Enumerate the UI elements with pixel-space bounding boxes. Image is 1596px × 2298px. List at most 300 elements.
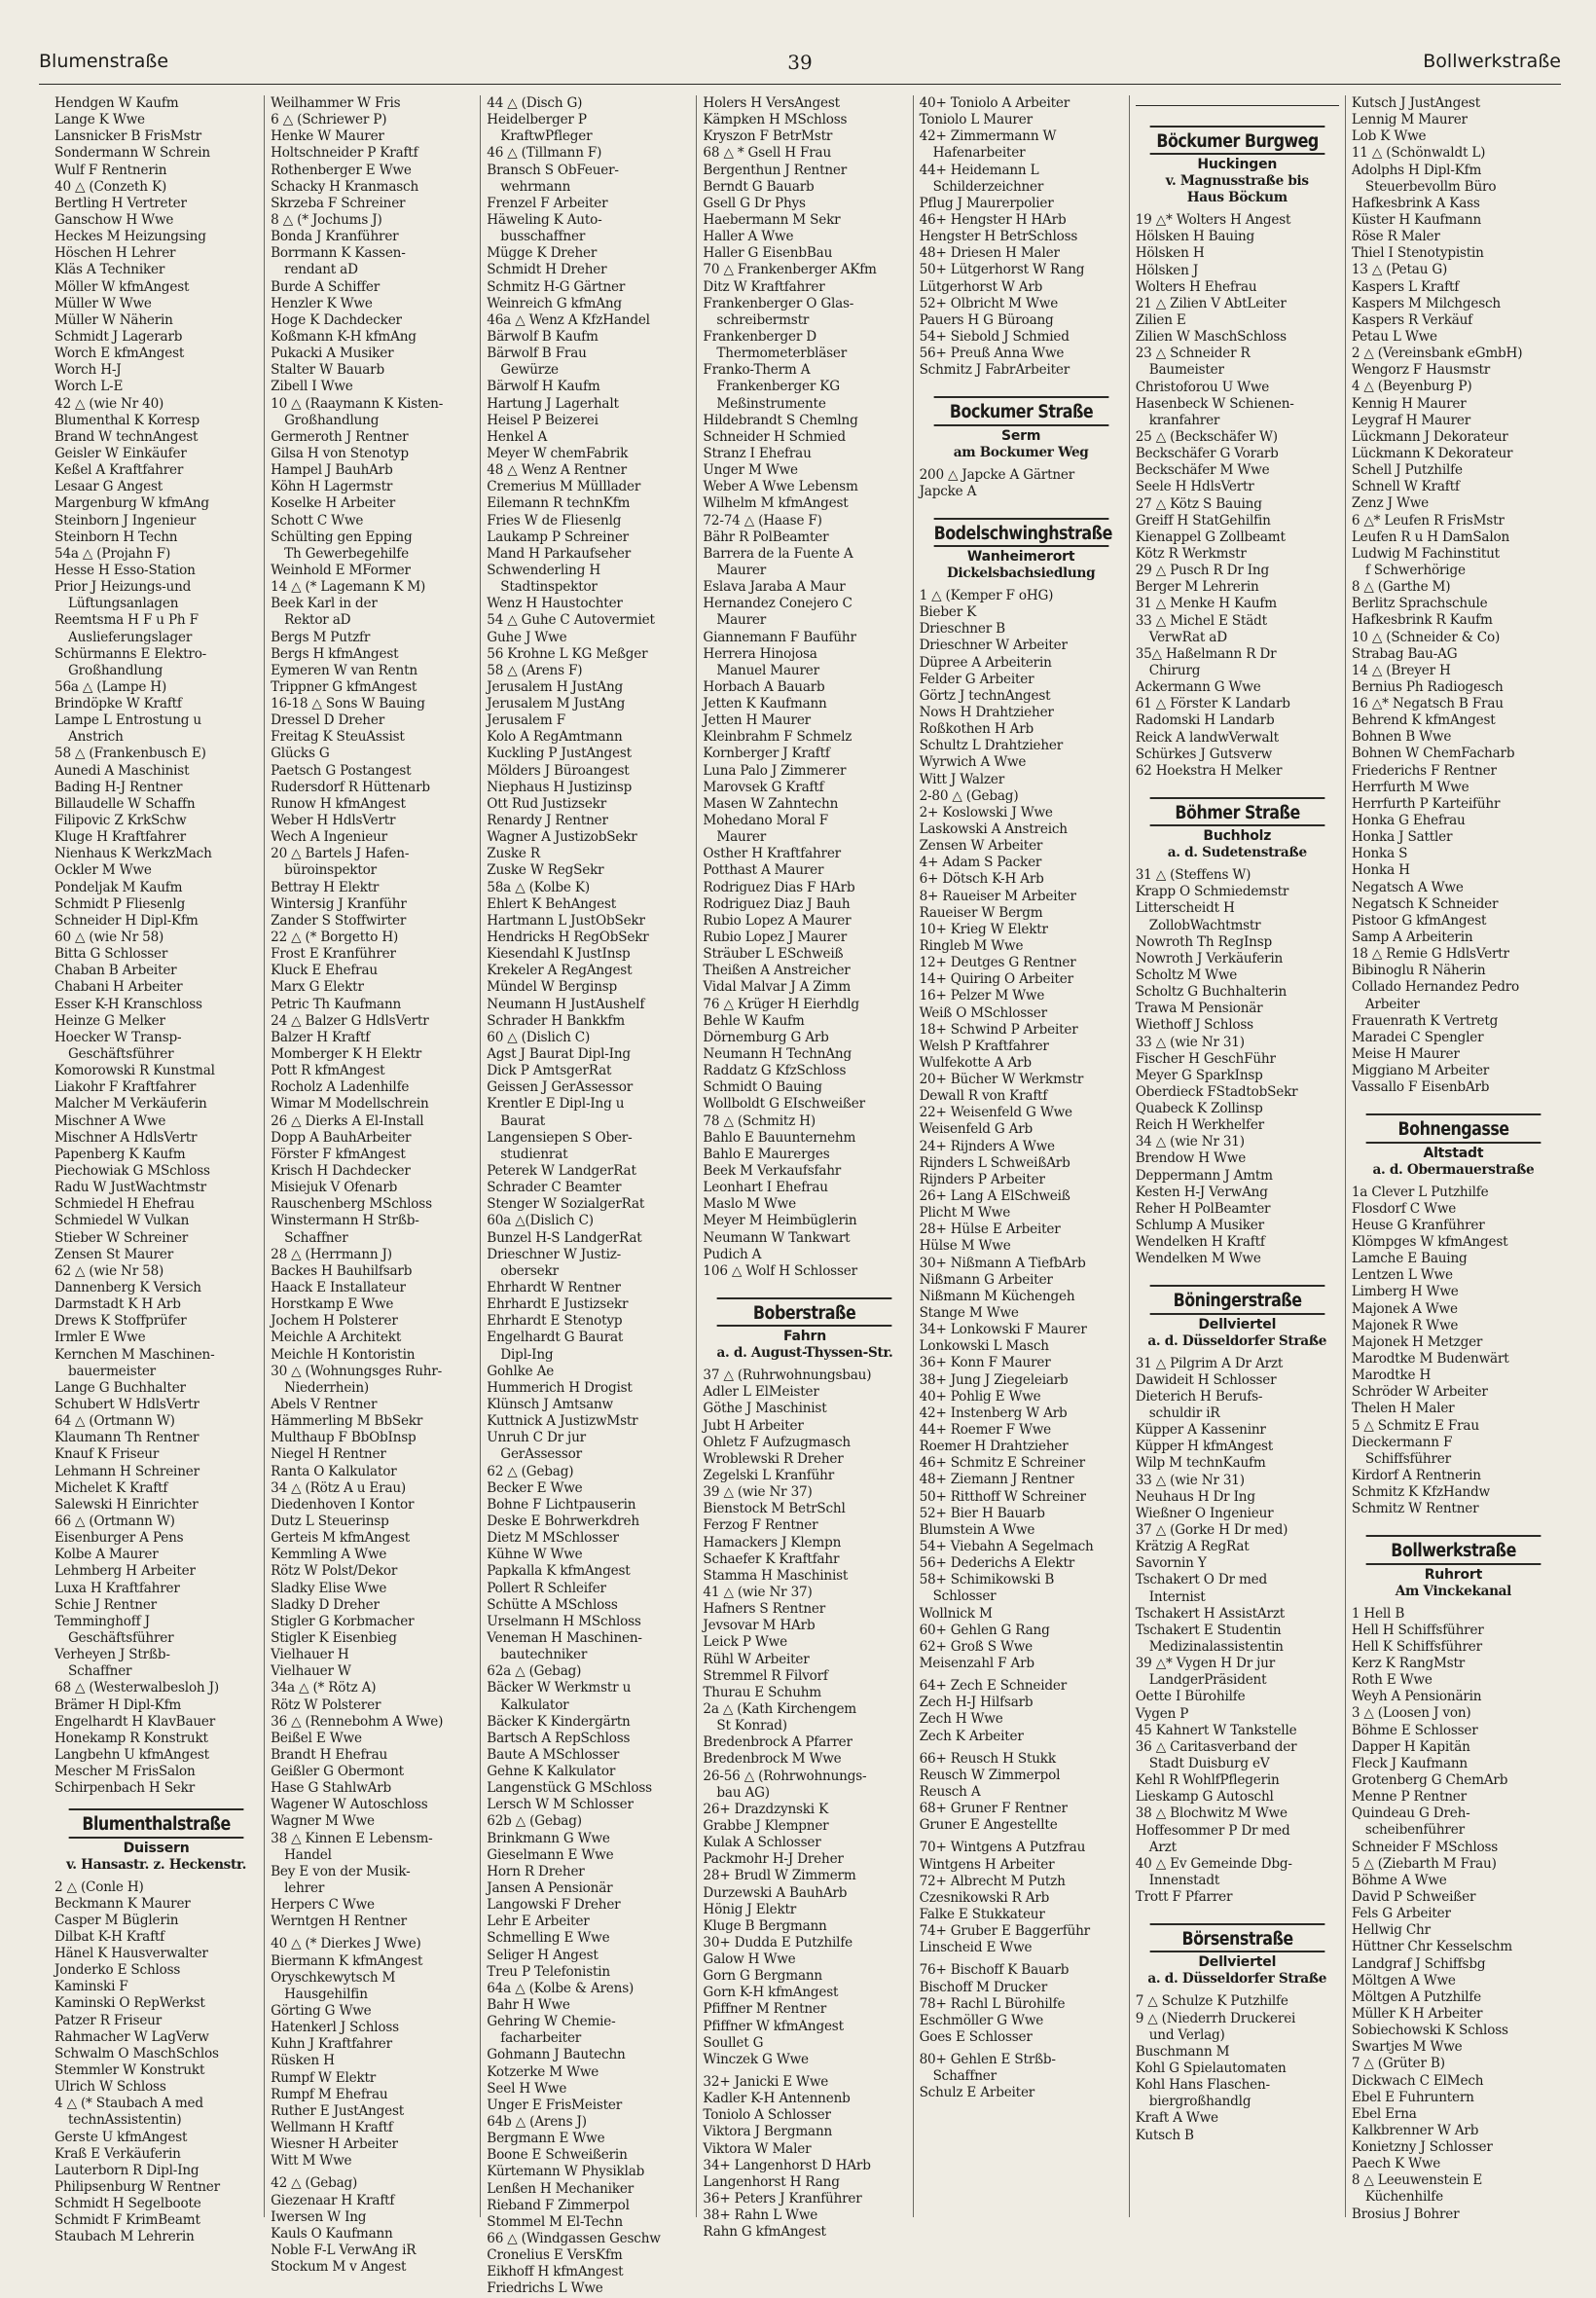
resident-entry: Nowroth J Verkäuferin bbox=[1135, 950, 1284, 967]
resident-entry: Scholtz M Wwe bbox=[1135, 967, 1238, 983]
resident-entry: Pudich A bbox=[703, 1246, 762, 1262]
resident-entry: Schmitz K KfzHandw bbox=[1351, 1484, 1490, 1501]
resident-entry: Kluge B Bergmann bbox=[703, 1917, 827, 1934]
resident-entry: Schirpenbach H Sekr bbox=[54, 1780, 195, 1797]
entry-continuation: KraftwPfleger bbox=[500, 128, 593, 145]
resident-entry: Packmohr H-J Dreher bbox=[703, 1851, 844, 1868]
house-number-entry: 50+ Lütgerhorst W Rang bbox=[919, 262, 1085, 278]
resident-entry: Worch E kfmAngest bbox=[54, 346, 185, 362]
resident-entry: Mügge K Dreher bbox=[487, 245, 598, 262]
column-4 bbox=[697, 95, 913, 2241]
entry-continuation: bau AG) bbox=[716, 1784, 770, 1801]
house-number-entry: 64a △ (Kolbe & Arens) bbox=[487, 1980, 635, 1996]
resident-entry: Brinkmann G Wwe bbox=[487, 1830, 610, 1846]
resident-entry: Dopp A BauhArbeiter bbox=[271, 1129, 412, 1146]
entry-continuation: Chirurg bbox=[1148, 662, 1201, 678]
resident-entry: Lenßen H Mechaniker bbox=[487, 2180, 635, 2197]
resident-entry: Müller W Wwe bbox=[54, 295, 152, 311]
resident-entry: Dilbat K-H Kraftf bbox=[54, 1928, 165, 1945]
resident-entry: Deske E Bohrwerkdreh bbox=[487, 1513, 639, 1529]
resident-entry: Lieskamp G Autoschl bbox=[1135, 1789, 1274, 1806]
resident-entry: Adler L ElMeister bbox=[703, 1384, 819, 1401]
resident-entry: Kuhn J Kraftfahrer bbox=[271, 2036, 392, 2053]
house-number-entry: 8 △ (* Jochums J) bbox=[271, 211, 382, 228]
resident-entry: Hänel K Hausverwalter bbox=[54, 1946, 208, 1962]
resident-entry: Hell H Schiffsführer bbox=[1351, 1622, 1484, 1638]
resident-entry: Schmelling E Wwe bbox=[487, 1930, 610, 1947]
spacer bbox=[703, 1280, 906, 1286]
running-head-right: Bollwerkstraße bbox=[1423, 51, 1561, 72]
house-number-entry: 38+ Rahn L Wwe bbox=[703, 2207, 818, 2224]
resident-entry: Brindöpke W Kraftf bbox=[54, 696, 182, 712]
resident-entry: Quindeau G Dreh- bbox=[1351, 1806, 1470, 1822]
resident-entry: Krätzig A RegRat bbox=[1135, 1539, 1250, 1555]
house-number-entry: 36+ Konn F Maurer bbox=[919, 1355, 1051, 1371]
entry-continuation: Baumeister bbox=[1148, 362, 1224, 379]
column-2 bbox=[265, 95, 481, 2276]
entry-continuation: kranfahrer bbox=[1148, 412, 1220, 428]
house-number-entry: 22 △ (* Borgetto H) bbox=[271, 930, 399, 946]
house-number-entry: 32+ Janicki E Wwe bbox=[703, 2074, 829, 2091]
resident-entry: Thurau E Schuhm bbox=[703, 1684, 822, 1700]
resident-entry: Krapp O Schmiedemstr bbox=[1135, 884, 1289, 900]
resident-entry: Blumstein A Wwe bbox=[919, 1521, 1035, 1538]
house-number-entry: 64b △ (Arens J) bbox=[487, 2114, 587, 2131]
resident-entry: Krentler E Dipl-Ing u bbox=[487, 1096, 625, 1113]
house-number-entry: 76+ Bischoff K Bauarb bbox=[919, 1962, 1070, 1979]
resident-entry: Kämpken H MSchloss bbox=[703, 112, 848, 128]
resident-entry: Meichle H Kontoristin bbox=[271, 1346, 416, 1363]
resident-entry: Gehring W Chemie- bbox=[487, 2014, 616, 2030]
resident-entry: Wiethoff J Schloss bbox=[1135, 1017, 1253, 1034]
resident-entry: Worch L-E bbox=[54, 379, 124, 395]
entry-continuation: obersekr bbox=[500, 1262, 559, 1279]
entry-continuation: Medizinalassistentin bbox=[1148, 1639, 1284, 1656]
resident-entry: Herrfurth M Wwe bbox=[1351, 779, 1469, 795]
resident-entry: Mand H Parkaufseher bbox=[487, 545, 632, 562]
house-number-entry: 38 △ Kinnen E Lebensm- bbox=[271, 1830, 433, 1846]
resident-entry: Mölders J Büroangest bbox=[487, 762, 630, 779]
resident-entry: Reemtsma H F u Ph F bbox=[54, 612, 199, 629]
street-heading: Böhmer Straße bbox=[1149, 797, 1324, 826]
resident-entry: Hasenbeck W Schienen- bbox=[1135, 395, 1294, 412]
house-number-entry: 44+ Heidemann L bbox=[919, 162, 1039, 178]
resident-entry: Marodtke M Budenwärt bbox=[1351, 1351, 1509, 1367]
resident-entry: Hoffesommer P Dr med bbox=[1135, 1822, 1290, 1839]
resident-entry: Höschen H Lehrer bbox=[54, 245, 176, 262]
resident-entry: Germeroth J Rentner bbox=[271, 428, 409, 445]
house-number-entry: 58 △ (Frankenbusch E) bbox=[54, 746, 206, 762]
resident-entry: Friederichs F Rentner bbox=[1351, 762, 1497, 779]
resident-entry: Bahlo E Maurerges bbox=[703, 1146, 830, 1162]
resident-entry: Negatsch K Schneider bbox=[1351, 895, 1499, 912]
resident-entry: Meise H Maurer bbox=[1351, 1046, 1460, 1063]
resident-entry: Kaminski F bbox=[54, 1979, 128, 1995]
resident-entry: Bohne F Lichtpauserin bbox=[487, 1496, 636, 1513]
house-number-entry: 37 △ (Gorke H Dr med) bbox=[1135, 1522, 1288, 1539]
resident-entry: Zander S Stoffwirter bbox=[271, 912, 407, 929]
resident-entry: Tschakert H AssistArzt bbox=[1135, 1605, 1286, 1622]
resident-entry: Konietzny J Schlosser bbox=[1351, 2139, 1493, 2156]
house-number-entry: 4 △ (Beyenburg P) bbox=[1351, 379, 1472, 395]
resident-entry: Rötz W Polsterer bbox=[271, 1696, 381, 1713]
resident-entry: Neumann H TechnAng bbox=[703, 1046, 852, 1063]
resident-entry: Linscheid E Wwe bbox=[919, 1940, 1033, 1956]
house-number-entry: 26 △ Dierks A El-Install bbox=[271, 1113, 424, 1129]
entry-continuation: büroinspektor bbox=[284, 862, 377, 879]
resident-entry: Wiesner H Arbeiter bbox=[271, 2136, 398, 2153]
resident-entry: Reher H PolBeamter bbox=[1135, 1200, 1271, 1217]
resident-entry: Leick P Wwe bbox=[703, 1634, 787, 1651]
resident-entry: Vielhauer H bbox=[271, 1647, 349, 1663]
resident-entry: Pauers H G Büroang bbox=[919, 311, 1054, 328]
resident-entry: Deppermann J Amtm bbox=[1135, 1167, 1273, 1184]
street-extent: Dickelsbachsiedlung bbox=[946, 565, 1096, 581]
resident-entry: Hafners S Rentner bbox=[703, 1601, 826, 1618]
resident-entry: Masen W Zahntechn bbox=[703, 795, 839, 812]
resident-entry: Eisenburger A Pens bbox=[54, 1530, 184, 1547]
house-number-entry: 44 △ (Disch G) bbox=[487, 95, 583, 111]
resident-entry: Kraß E Verkäuferin bbox=[54, 2145, 181, 2162]
house-number-entry: 62b △ (Gebag) bbox=[487, 1813, 582, 1830]
resident-entry: Heidelberger P bbox=[487, 112, 587, 128]
resident-entry: Henzler K Wwe bbox=[271, 295, 373, 311]
resident-entry: Adolphs H Dipl-Kfm bbox=[1351, 162, 1482, 178]
resident-entry: Schwalm O MaschSchlos bbox=[54, 2045, 219, 2061]
resident-entry: Litterscheidt H bbox=[1135, 900, 1235, 917]
resident-entry: Geisler W Einkäufer bbox=[54, 445, 187, 461]
house-number-entry: 48 △ Wenz A Rentner bbox=[487, 462, 627, 479]
house-number-entry: 40 △ (Conzeth K) bbox=[54, 178, 167, 195]
resident-entry: Meyer M Heimbüglerin bbox=[703, 1213, 857, 1229]
house-number-entry: 64 △ (Ortmann W) bbox=[54, 1413, 175, 1430]
resident-entry: Galow H Wwe bbox=[703, 1951, 796, 1968]
house-number-entry: 13 △ (Petau G) bbox=[1351, 262, 1448, 278]
resident-entry: Rijnders P Arbeiter bbox=[919, 1171, 1045, 1187]
house-number-entry: 23 △ Schneider R bbox=[1135, 346, 1251, 362]
resident-entry: Goes E Schlosser bbox=[919, 2028, 1033, 2045]
resident-entry: Laskowski A Anstreich bbox=[919, 821, 1068, 837]
resident-entry: Ehlert K BehAngest bbox=[487, 895, 617, 912]
resident-entry: Fries W de Fliesenlg bbox=[487, 512, 622, 529]
resident-entry: Salewski H Einrichter bbox=[54, 1496, 199, 1513]
house-number-entry: 28 △ (Herrmann J) bbox=[271, 1246, 392, 1262]
resident-entry: Petric Th Kaufmann bbox=[271, 996, 402, 1012]
resident-entry: Hamackers J Klempn bbox=[703, 1534, 842, 1550]
resident-entry: Freitag K SteuAssist bbox=[271, 729, 405, 746]
resident-entry: Hülse M Wwe bbox=[919, 1238, 1011, 1255]
resident-entry: Schubert W HdlsVertr bbox=[54, 1396, 200, 1412]
resident-entry: Heisel P Beizerei bbox=[487, 412, 598, 428]
resident-entry: Rodriguez Dias F HArb bbox=[703, 879, 855, 895]
resident-entry: Hafkesbrink A Kass bbox=[1351, 195, 1480, 211]
resident-entry: Möller W kfmAngest bbox=[54, 278, 190, 295]
resident-entry: Stockum M v Angest bbox=[271, 2259, 407, 2276]
resident-entry: Rahmacher W LagVerw bbox=[54, 2028, 209, 2045]
resident-entry: Gehne K Kalkulator bbox=[487, 1764, 616, 1780]
resident-entry: Jochem H Polsterer bbox=[271, 1313, 398, 1330]
house-number-entry: 5 △ Schmitz E Frau bbox=[1351, 1417, 1479, 1434]
entry-continuation: rendant aD bbox=[284, 262, 358, 278]
resident-entry: Hell K Schiffsführer bbox=[1351, 1638, 1482, 1655]
resident-entry: Multhaup F BbObInsp bbox=[271, 1430, 417, 1446]
resident-entry: Rubio Lopez A Maurer bbox=[703, 912, 852, 929]
entry-continuation: Dipl-Ing bbox=[500, 1346, 554, 1363]
entry-continuation: Schaffner bbox=[284, 1229, 348, 1246]
house-number-entry: 78 △ (Schmitz H) bbox=[703, 1113, 816, 1129]
resident-entry: Leygraf H Maurer bbox=[1351, 412, 1471, 428]
resident-entry: Bergmann E Wwe bbox=[487, 2131, 605, 2147]
resident-entry: Röse R Maler bbox=[1351, 229, 1440, 245]
resident-entry: Henkel A bbox=[487, 428, 548, 445]
entry-continuation: wehrmann bbox=[500, 178, 571, 195]
resident-entry: Horstkamp E Wwe bbox=[271, 1296, 394, 1313]
resident-entry: Kuttnick A JustizwMstr bbox=[487, 1413, 638, 1430]
resident-entry: Müller W Näherin bbox=[54, 311, 173, 328]
entry-continuation: Schlosser bbox=[932, 1588, 997, 1605]
resident-entry: Hummerich H Drogist bbox=[487, 1379, 633, 1396]
resident-entry: Langbehn U kfmAngest bbox=[54, 1746, 209, 1763]
resident-entry: Dickwach C ElMech bbox=[1351, 2072, 1484, 2089]
resident-entry: Dressel D Dreher bbox=[271, 712, 385, 729]
resident-entry: Biermann K kfmAngest bbox=[271, 1952, 423, 1969]
resident-entry: Ehrhardt W Rentner bbox=[487, 1279, 621, 1295]
resident-entry: Schrader H Bankkfm bbox=[487, 1012, 625, 1029]
resident-entry: Felder G Arbeiter bbox=[919, 671, 1034, 687]
resident-entry: Quabeck K Zollinsp bbox=[1135, 1101, 1263, 1117]
resident-entry: Iwersen W Ing bbox=[271, 2208, 367, 2225]
resident-entry: Görtz J technAngest bbox=[919, 687, 1051, 704]
entry-continuation: und Verlag) bbox=[1148, 2026, 1225, 2043]
entry-continuation: Lüftungsanlagen bbox=[68, 596, 179, 612]
resident-entry: Becker E Wwe bbox=[487, 1479, 583, 1496]
resident-entry: Viktora J Bergmann bbox=[703, 2124, 833, 2140]
entry-continuation: Großhandlung bbox=[284, 412, 380, 428]
resident-entry: Engelhardt G Baurat bbox=[487, 1330, 624, 1346]
resident-entry: Gorn K-H kfmAngest bbox=[703, 1985, 839, 2001]
house-number-entry: 68+ Gruner F Rentner bbox=[919, 1801, 1068, 1817]
resident-entry: Bransch S ObFeuer- bbox=[487, 162, 619, 178]
street-heading: Bohnengasse bbox=[1365, 1113, 1541, 1143]
resident-entry: Reich H Werkhelfer bbox=[1135, 1117, 1264, 1134]
resident-entry: Verheyen J Strßb- bbox=[54, 1647, 170, 1663]
resident-entry: Kehl R WohlfPflegerin bbox=[1135, 1772, 1280, 1789]
resident-entry: Jetten K Kaufmann bbox=[703, 696, 827, 712]
resident-entry: Jansen A Pensionär bbox=[487, 1880, 613, 1897]
resident-entry: Veneman H Maschinen- bbox=[487, 1629, 642, 1646]
resident-entry: Dapper H Kapitän bbox=[1351, 1738, 1470, 1755]
resident-entry: Lütgerhorst W Arb bbox=[919, 278, 1043, 295]
resident-entry: Schmitz J FabrArbeiter bbox=[919, 362, 1070, 379]
resident-entry: Grotenberg G ChemArb bbox=[1351, 1771, 1508, 1788]
house-number-entry: 1 Hell B bbox=[1351, 1605, 1405, 1622]
resident-entry: Schulz E Arbeiter bbox=[919, 2085, 1035, 2101]
resident-entry: Frankenberger O Glas- bbox=[703, 295, 854, 311]
resident-entry: Rieband F Zimmerpol bbox=[487, 2197, 630, 2213]
house-number-entry: 6+ Dötsch K-H Arb bbox=[919, 871, 1044, 888]
resident-entry: Kemmling A Wwe bbox=[271, 1547, 387, 1563]
house-number-entry: 34 △ (Rötz A u Erau) bbox=[271, 1479, 407, 1496]
resident-entry: Berger M Lehrerin bbox=[1135, 579, 1259, 596]
spacer bbox=[920, 379, 1123, 384]
entry-continuation: Thermometerbläser bbox=[716, 346, 848, 362]
house-number-entry: 72+ Albrecht M Putzh bbox=[919, 1873, 1066, 1889]
entry-continuation: St Konrad) bbox=[716, 1718, 787, 1734]
resident-entry: Hengster H BetrSchloss bbox=[919, 229, 1078, 245]
resident-entry: Kaspers M Milchgesch bbox=[1351, 295, 1501, 311]
resident-entry: Zilien W MaschSchloss bbox=[1135, 329, 1287, 346]
resident-entry: Dick P AmtsgerRat bbox=[487, 1063, 612, 1079]
house-number-entry: 64+ Zech E Schneider bbox=[919, 1678, 1068, 1695]
district-name: Ruhrort bbox=[1424, 1566, 1483, 1583]
resident-entry: Theißen A Anstreicher bbox=[703, 963, 851, 979]
resident-entry: Herrfurth P Karteiführ bbox=[1351, 795, 1501, 812]
resident-entry: Weber H HdlsVertr bbox=[271, 813, 396, 829]
resident-entry: Raddatz G KfzSchloss bbox=[703, 1063, 847, 1079]
resident-entry: Wintgens H Arbeiter bbox=[919, 1856, 1055, 1873]
resident-entry: Bärwolf H Kaufm bbox=[487, 379, 600, 395]
resident-entry: Sladky Elise Wwe bbox=[271, 1580, 387, 1596]
house-number-entry: 29 △ Pusch R Dr Ing bbox=[1135, 563, 1269, 579]
resident-entry: Radomski H Landarb bbox=[1135, 712, 1275, 729]
resident-entry: Häweling K Auto- bbox=[487, 211, 602, 228]
resident-entry: Bonda J Kranführer bbox=[271, 229, 399, 245]
resident-entry: Marx G Elektr bbox=[271, 979, 364, 996]
resident-entry: Schmidt O Bauing bbox=[703, 1079, 822, 1096]
resident-entry: Unruh C Dr jur bbox=[487, 1430, 586, 1446]
resident-entry: Hampel J BauhArb bbox=[271, 462, 393, 479]
resident-entry: Patzer R Friseur bbox=[54, 2012, 163, 2028]
house-number-entry: 62 Hoekstra H Melker bbox=[1135, 762, 1283, 779]
resident-entry: Papkalla K kfmAngest bbox=[487, 1563, 631, 1580]
resident-entry: Wroblewski R Dreher bbox=[703, 1450, 844, 1467]
resident-entry: Lange K Wwe bbox=[54, 112, 145, 128]
resident-entry: Diedenhoven I Kontor bbox=[271, 1496, 415, 1513]
resident-entry: Grabbe J Klempner bbox=[703, 1817, 829, 1834]
entry-continuation: LandgerPräsident bbox=[1148, 1672, 1267, 1689]
resident-entry: Seel H Wwe bbox=[487, 2080, 567, 2097]
resident-entry: Brosius J Bohrer bbox=[1351, 2206, 1460, 2222]
entry-continuation: lehrer bbox=[284, 1880, 325, 1897]
house-number-entry: 39 △ (wie Nr 37) bbox=[703, 1484, 813, 1501]
resident-entry: Liakohr F Kraftfahrer bbox=[54, 1079, 197, 1096]
resident-entry: Pukacki A Musiker bbox=[271, 346, 394, 362]
house-number-entry: 20+ Bücher W Werkmstr bbox=[919, 1072, 1084, 1088]
entry-continuation: Gewürze bbox=[500, 362, 559, 379]
house-number-entry: 31 △ (Steffens W) bbox=[1135, 867, 1251, 884]
house-number-entry: 2-80 △ (Gebag) bbox=[919, 787, 1019, 804]
resident-entry: Dieterich H Berufs- bbox=[1135, 1388, 1263, 1404]
resident-entry: Kluge H Kraftfahrer bbox=[54, 829, 186, 846]
resident-entry: Pfiffner W kfmAngest bbox=[703, 2018, 844, 2034]
resident-entry: Gohmann J Bautechn bbox=[487, 2047, 626, 2063]
house-number-entry: 106 △ Wolf H Schlosser bbox=[703, 1262, 857, 1279]
resident-entry: Lehmann H Schreiner bbox=[54, 1463, 200, 1479]
resident-entry: Lansnicker B FrisMstr bbox=[54, 128, 201, 145]
resident-entry: Luxa H Kraftfahrer bbox=[54, 1580, 180, 1596]
resident-entry: Savornin Y bbox=[1135, 1555, 1207, 1572]
resident-entry: Geissen J GerAssessor bbox=[487, 1079, 634, 1096]
resident-entry: Radu W JustWachtmstr bbox=[54, 1180, 206, 1196]
house-number-entry: 26+ Drazdzynski K bbox=[703, 1801, 829, 1817]
resident-entry: Renardy J Rentner bbox=[487, 813, 608, 829]
entry-continuation: Internist bbox=[1148, 1588, 1206, 1605]
resident-entry: Eilemann R technKfm bbox=[487, 495, 631, 512]
resident-entry: Schütte A MSchloss bbox=[487, 1596, 618, 1613]
resident-entry: Nißmann G Arbeiter bbox=[919, 1271, 1053, 1288]
resident-entry: Nows H Drahtzieher bbox=[919, 704, 1054, 720]
resident-entry: David P Schweißer bbox=[1351, 1888, 1476, 1905]
resident-entry: Staubach M Lehrerin bbox=[54, 2229, 195, 2245]
resident-entry: Meyer W chemFabrik bbox=[487, 445, 629, 461]
resident-entry: Beek Karl in der bbox=[271, 596, 378, 612]
resident-entry: Oette I Bürohilfe bbox=[1135, 1689, 1246, 1705]
house-number-entry: 33 △ (wie Nr 31) bbox=[1135, 1472, 1245, 1488]
resident-entry: Peterek W LandgerRat bbox=[487, 1163, 636, 1179]
resident-entry: Reusch W Zimmerpol bbox=[919, 1767, 1061, 1783]
house-number-entry: 24 △ Balzer G HdlsVertr bbox=[271, 1012, 429, 1029]
resident-entry: Küpper A Kasseninr bbox=[1135, 1422, 1266, 1439]
house-number-entry: 200 △ Japcke A Gärtner bbox=[919, 466, 1075, 483]
entry-continuation: Anstrich bbox=[68, 729, 124, 746]
resident-entry: Dieckermann F bbox=[1351, 1434, 1453, 1450]
resident-entry: Geißler G Obermont bbox=[271, 1764, 404, 1780]
resident-entry: Schröder W Arbeiter bbox=[1351, 1384, 1488, 1401]
entry-continuation: Baurat bbox=[500, 1113, 545, 1129]
resident-entry: Kohl G Spielautomaten bbox=[1135, 2060, 1287, 2076]
entry-continuation: Schiffsführer bbox=[1364, 1450, 1451, 1467]
resident-entry: Wollnick M bbox=[919, 1605, 993, 1622]
resident-entry: Keßel A Kraftfahrer bbox=[54, 462, 184, 479]
resident-entry: Koselke H Arbeiter bbox=[271, 495, 396, 512]
resident-entry: Schmitz H-G Gärtner bbox=[487, 278, 626, 295]
column-rule bbox=[1136, 105, 1339, 114]
resident-entry: Drieschner W Justiz- bbox=[487, 1246, 622, 1262]
resident-entry: Tschakert E Studentin bbox=[1135, 1622, 1282, 1638]
house-number-entry: 12+ Deutges G Rentner bbox=[919, 955, 1076, 971]
resident-entry: Franko-Therm A bbox=[703, 362, 811, 379]
resident-entry: Schmitz W Rentner bbox=[1351, 1501, 1479, 1517]
resident-entry: Wulfekotte A Arb bbox=[919, 1054, 1032, 1071]
resident-entry: Zibell I Wwe bbox=[271, 379, 353, 395]
resident-entry: Irmler E Wwe bbox=[54, 1330, 146, 1346]
resident-entry: Noble F-L VerwAng iR bbox=[271, 2243, 417, 2258]
resident-entry: Rumpf M Ehefrau bbox=[271, 2086, 388, 2102]
resident-entry: Kleinbrahm F Schmelz bbox=[703, 729, 852, 746]
resident-entry: Mischner A HdlsVertr bbox=[54, 1129, 198, 1146]
resident-entry: Zech H-J Hilfsarb bbox=[919, 1695, 1034, 1711]
resident-entry: Bärwolf B Frau bbox=[487, 346, 587, 362]
house-number-entry: 6 △* Leufen R FrisMstr bbox=[1351, 512, 1505, 529]
house-number-entry: 80+ Gehlen E Strßb- bbox=[919, 2052, 1056, 2068]
house-number-entry: 40 △ (* Dierkes J Wwe) bbox=[271, 1936, 421, 1952]
district-name: Huckingen bbox=[1197, 157, 1278, 173]
resident-entry: Lampe L Entrostung u bbox=[54, 712, 201, 729]
resident-entry: Lentzen L Wwe bbox=[1351, 1267, 1453, 1284]
resident-entry: Thelen H Maler bbox=[1351, 1401, 1455, 1417]
house-number-entry: 27 △ Kötz S Bauing bbox=[1135, 495, 1262, 512]
house-number-entry: 45 Kahnert W Tankstelle bbox=[1135, 1722, 1297, 1738]
resident-entry: Limberg H Wwe bbox=[1351, 1284, 1459, 1300]
resident-entry: Hernandez Conejero C bbox=[703, 596, 852, 612]
resident-entry: Miggiano M Arbeiter bbox=[1351, 1063, 1490, 1079]
resident-entry: Hönig J Elektr bbox=[703, 1901, 797, 1917]
resident-entry: Trippner G kfmAngest bbox=[271, 678, 417, 695]
resident-entry: Hölsken H bbox=[1135, 245, 1205, 262]
resident-entry: Lamche E Bauing bbox=[1351, 1251, 1468, 1267]
house-number-entry: 3 △ (Loosen J von) bbox=[1351, 1705, 1471, 1722]
resident-entry: Ditz W Kraftfahrer bbox=[703, 278, 825, 295]
